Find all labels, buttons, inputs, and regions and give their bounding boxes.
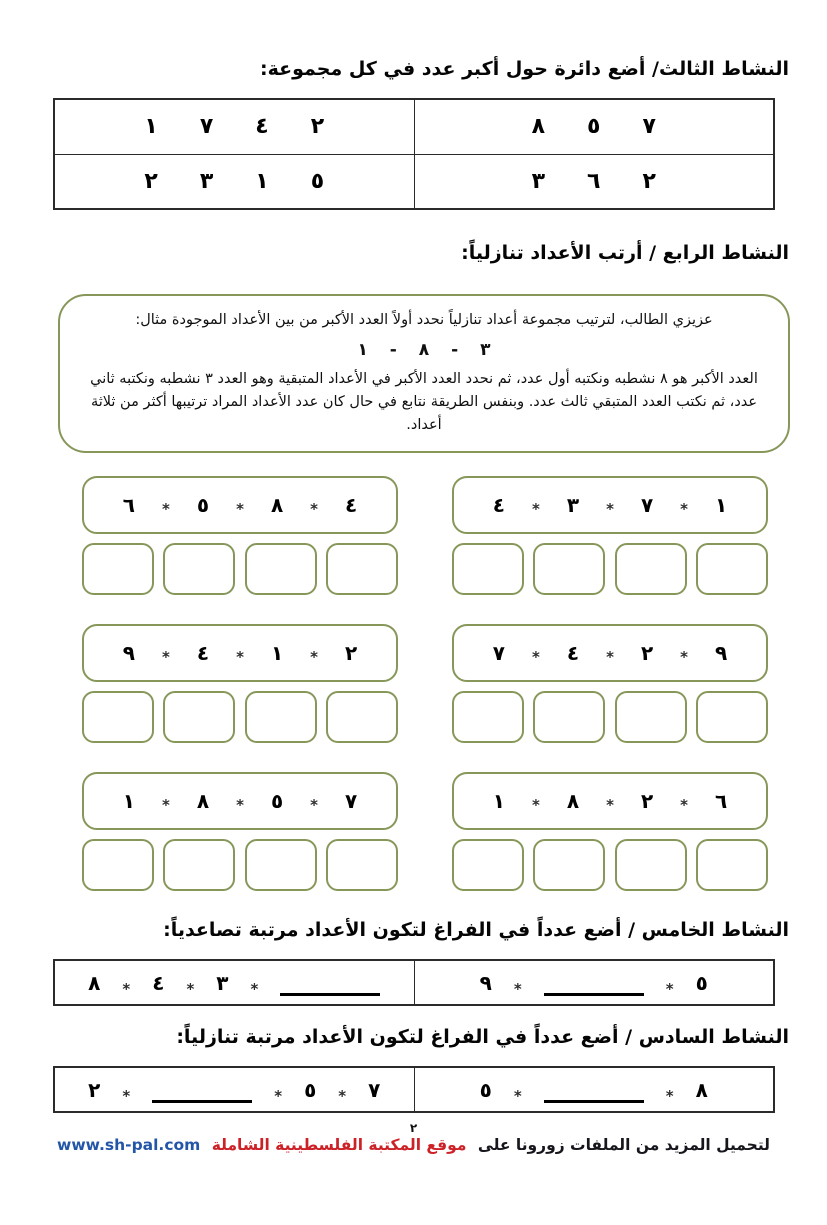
- number-group-cell: [414, 154, 774, 209]
- ordering-group: [452, 624, 768, 743]
- number[interactable]: ٣: [531, 168, 546, 194]
- instruction-intro: عزيزي الطالب، لترتيب مجموعة أعداد تنازلياً نحدد أولاً العدد الأكبر من بين الأعداد الموجودة مثال:: [135, 312, 713, 328]
- number: ٧: [368, 1077, 381, 1102]
- number-group-cell: [414, 99, 774, 154]
- activity5-title: النشاط الخامس / أضع عدداً في الفراغ لتكون الأعداد مرتبة تصاعدياً:: [163, 919, 789, 941]
- number: ٤: [196, 641, 210, 665]
- fill-blank-cell: [54, 960, 414, 1005]
- answer-box[interactable]: [82, 543, 154, 595]
- answer-box[interactable]: [696, 839, 768, 891]
- number: ٢: [88, 1077, 101, 1102]
- number: ٤: [566, 641, 580, 665]
- star-separator: *: [236, 648, 244, 666]
- answer-box[interactable]: [615, 839, 687, 891]
- number-sequence: [55, 1077, 414, 1105]
- activity3-title: النشاط الثالث/ أضع دائرة حول أكبر عدد في كل مجموعة:: [260, 58, 789, 80]
- number: ٦: [122, 493, 135, 517]
- answer-box[interactable]: [696, 691, 768, 743]
- answer-box[interactable]: [163, 543, 235, 595]
- answer-box[interactable]: [615, 543, 687, 595]
- star-separator: *: [665, 979, 674, 998]
- answer-box[interactable]: [452, 543, 524, 595]
- star-separator: *: [338, 1086, 347, 1105]
- answer-box[interactable]: [326, 839, 398, 891]
- numbers-strip: [82, 624, 398, 682]
- answer-box[interactable]: [615, 691, 687, 743]
- number: ٨: [88, 970, 101, 995]
- fill-blank-cell: [54, 1067, 414, 1112]
- number: ٤: [492, 493, 505, 517]
- star-separator: *: [236, 796, 244, 814]
- answer-row: [82, 543, 398, 595]
- number: ٥: [479, 1077, 492, 1102]
- star-separator: *: [122, 979, 131, 998]
- answer-box[interactable]: [326, 691, 398, 743]
- answer-box[interactable]: [326, 543, 398, 595]
- number-sequence: [55, 970, 414, 998]
- website-link[interactable]: www.sh-pal.com: [57, 1136, 201, 1154]
- number[interactable]: ٧: [199, 114, 214, 140]
- number: ١: [715, 493, 728, 517]
- number: ٩: [715, 641, 728, 665]
- number[interactable]: ٤: [255, 114, 269, 140]
- numbers-strip: [452, 624, 768, 682]
- number: ١: [270, 641, 284, 665]
- answer-row: [82, 839, 398, 891]
- number: ٦: [715, 789, 728, 813]
- star-separator: *: [606, 648, 614, 666]
- number: ١: [122, 789, 135, 813]
- answer-row: [82, 691, 398, 743]
- star-separator: *: [236, 500, 244, 518]
- footer-text: لتحميل المزيد من الملفات زورونا على: [477, 1136, 770, 1154]
- number[interactable]: ٧: [642, 114, 656, 140]
- star-separator: *: [310, 500, 319, 518]
- star-separator: *: [513, 979, 522, 998]
- number[interactable]: ١: [255, 168, 269, 194]
- blank-answer-line[interactable]: [544, 993, 644, 996]
- activity5-table: [53, 959, 775, 1006]
- number: ٧: [640, 493, 654, 517]
- answer-box[interactable]: [533, 691, 605, 743]
- number: ٤: [152, 970, 165, 995]
- instruction-box: [58, 294, 790, 453]
- number: ٧: [492, 641, 505, 665]
- answer-box[interactable]: [533, 543, 605, 595]
- number: ٨: [566, 789, 580, 813]
- star-separator: *: [606, 796, 614, 814]
- star-separator: *: [532, 648, 540, 666]
- number[interactable]: ٢: [310, 114, 325, 140]
- numbers-strip: [82, 476, 398, 534]
- numbers-strip: [452, 476, 768, 534]
- footer-site-name: موقع المكتبة الفلسطينية الشاملة: [211, 1136, 467, 1154]
- star-separator: *: [513, 1086, 522, 1105]
- ordering-group: [452, 772, 768, 891]
- answer-box[interactable]: [163, 691, 235, 743]
- number: ٣: [216, 970, 229, 995]
- number[interactable]: ١: [144, 114, 158, 140]
- star-separator: *: [162, 648, 170, 666]
- answer-box[interactable]: [696, 543, 768, 595]
- star-separator: *: [122, 1086, 131, 1105]
- number-group: [415, 169, 774, 194]
- number-group: [415, 114, 774, 139]
- ordering-group: [452, 476, 768, 595]
- answer-box[interactable]: [245, 691, 317, 743]
- star-separator: *: [162, 500, 170, 518]
- answer-box[interactable]: [245, 543, 317, 595]
- number[interactable]: ٣: [199, 168, 214, 194]
- blank-answer-line[interactable]: [152, 1100, 252, 1103]
- answer-box[interactable]: [245, 839, 317, 891]
- number: ٩: [479, 970, 492, 995]
- star-separator: *: [606, 500, 614, 518]
- answer-row: [452, 543, 768, 595]
- star-separator: *: [162, 796, 170, 814]
- ordering-group: [82, 476, 398, 595]
- instruction-body: العدد الأكبر هو ٨ نشطبه ونكتبه أول عدد، ثم نحدد العدد الأكبر في الأعداد المتبقية وهو العدد ٣ نشطبه ونكتبه ثاني عدد، ثم نكتب العدد المتبقي ثالث عدد. وبنفس الطريقة نتابع في حال كان عدد الأعداد المراد ترتيبها أكثر من ثلاثة أعداد.: [90, 371, 758, 433]
- star-separator: *: [532, 500, 540, 518]
- number[interactable]: ٦: [587, 168, 601, 194]
- worksheet-page: [0, 56, 827, 1225]
- star-separator: *: [274, 1086, 283, 1105]
- number[interactable]: ٢: [144, 168, 158, 194]
- number: ٥: [196, 493, 210, 517]
- star-separator: *: [665, 1086, 674, 1105]
- fill-blank-cell: [414, 1067, 774, 1112]
- star-separator: *: [250, 979, 259, 998]
- number: ١: [492, 789, 505, 813]
- number[interactable]: ٢: [642, 168, 656, 194]
- footer: [0, 1136, 827, 1154]
- answer-box[interactable]: [163, 839, 235, 891]
- number-group-cell: [54, 154, 414, 209]
- table-row: [54, 99, 774, 154]
- instruction-example-numbers: ٣ - ٨ - ١: [357, 340, 491, 360]
- number: ٧: [345, 789, 358, 813]
- star-separator: *: [310, 796, 319, 814]
- answer-row: [452, 691, 768, 743]
- ordering-groups-grid: [82, 476, 768, 891]
- answer-box[interactable]: [452, 839, 524, 891]
- number-sequence: [415, 1077, 774, 1105]
- ordering-group: [82, 624, 398, 743]
- blank-answer-line[interactable]: [280, 993, 380, 996]
- star-separator: *: [310, 648, 319, 666]
- fill-blank-cell: [414, 960, 774, 1005]
- number[interactable]: ٨: [531, 114, 546, 140]
- number: ٢: [640, 789, 654, 813]
- star-separator: *: [532, 796, 540, 814]
- table-row: [54, 960, 774, 1005]
- number: ٢: [640, 641, 654, 665]
- activity6-title: النشاط السادس / أضع عدداً في الفراغ لتكون الأعداد مرتبة تنازلياً:: [176, 1026, 789, 1048]
- page-number: ٢: [409, 1121, 418, 1135]
- star-separator: *: [186, 979, 195, 998]
- ordering-group: [82, 772, 398, 891]
- number: ٨: [196, 789, 210, 813]
- table-row: [54, 154, 774, 209]
- numbers-strip: [452, 772, 768, 830]
- number-group: [55, 169, 414, 194]
- activity4-title: النشاط الرابع / أرتب الأعداد تنازلياً:: [461, 242, 789, 264]
- answer-box[interactable]: [533, 839, 605, 891]
- number[interactable]: ٥: [310, 168, 325, 194]
- number: ٨: [695, 1077, 708, 1102]
- answer-row: [452, 839, 768, 891]
- activity3-table: [53, 98, 775, 210]
- number: ٥: [304, 1077, 317, 1102]
- number-sequence: [415, 970, 774, 998]
- answer-box[interactable]: [82, 839, 154, 891]
- number: ٣: [566, 493, 580, 517]
- activity6-table: [53, 1066, 775, 1113]
- number: ٥: [270, 789, 284, 813]
- table-row: [54, 1067, 774, 1112]
- number[interactable]: ٥: [587, 114, 601, 140]
- star-separator: *: [680, 796, 689, 814]
- blank-answer-line[interactable]: [544, 1100, 644, 1103]
- number: ٤: [345, 493, 358, 517]
- number-group-cell: [54, 99, 414, 154]
- star-separator: *: [680, 500, 689, 518]
- number-group: [55, 114, 414, 139]
- number: ٨: [270, 493, 284, 517]
- number: ٢: [345, 641, 358, 665]
- star-separator: *: [680, 648, 689, 666]
- answer-box[interactable]: [82, 691, 154, 743]
- answer-box[interactable]: [452, 691, 524, 743]
- numbers-strip: [82, 772, 398, 830]
- number: ٩: [122, 641, 135, 665]
- number: ٥: [695, 970, 708, 995]
